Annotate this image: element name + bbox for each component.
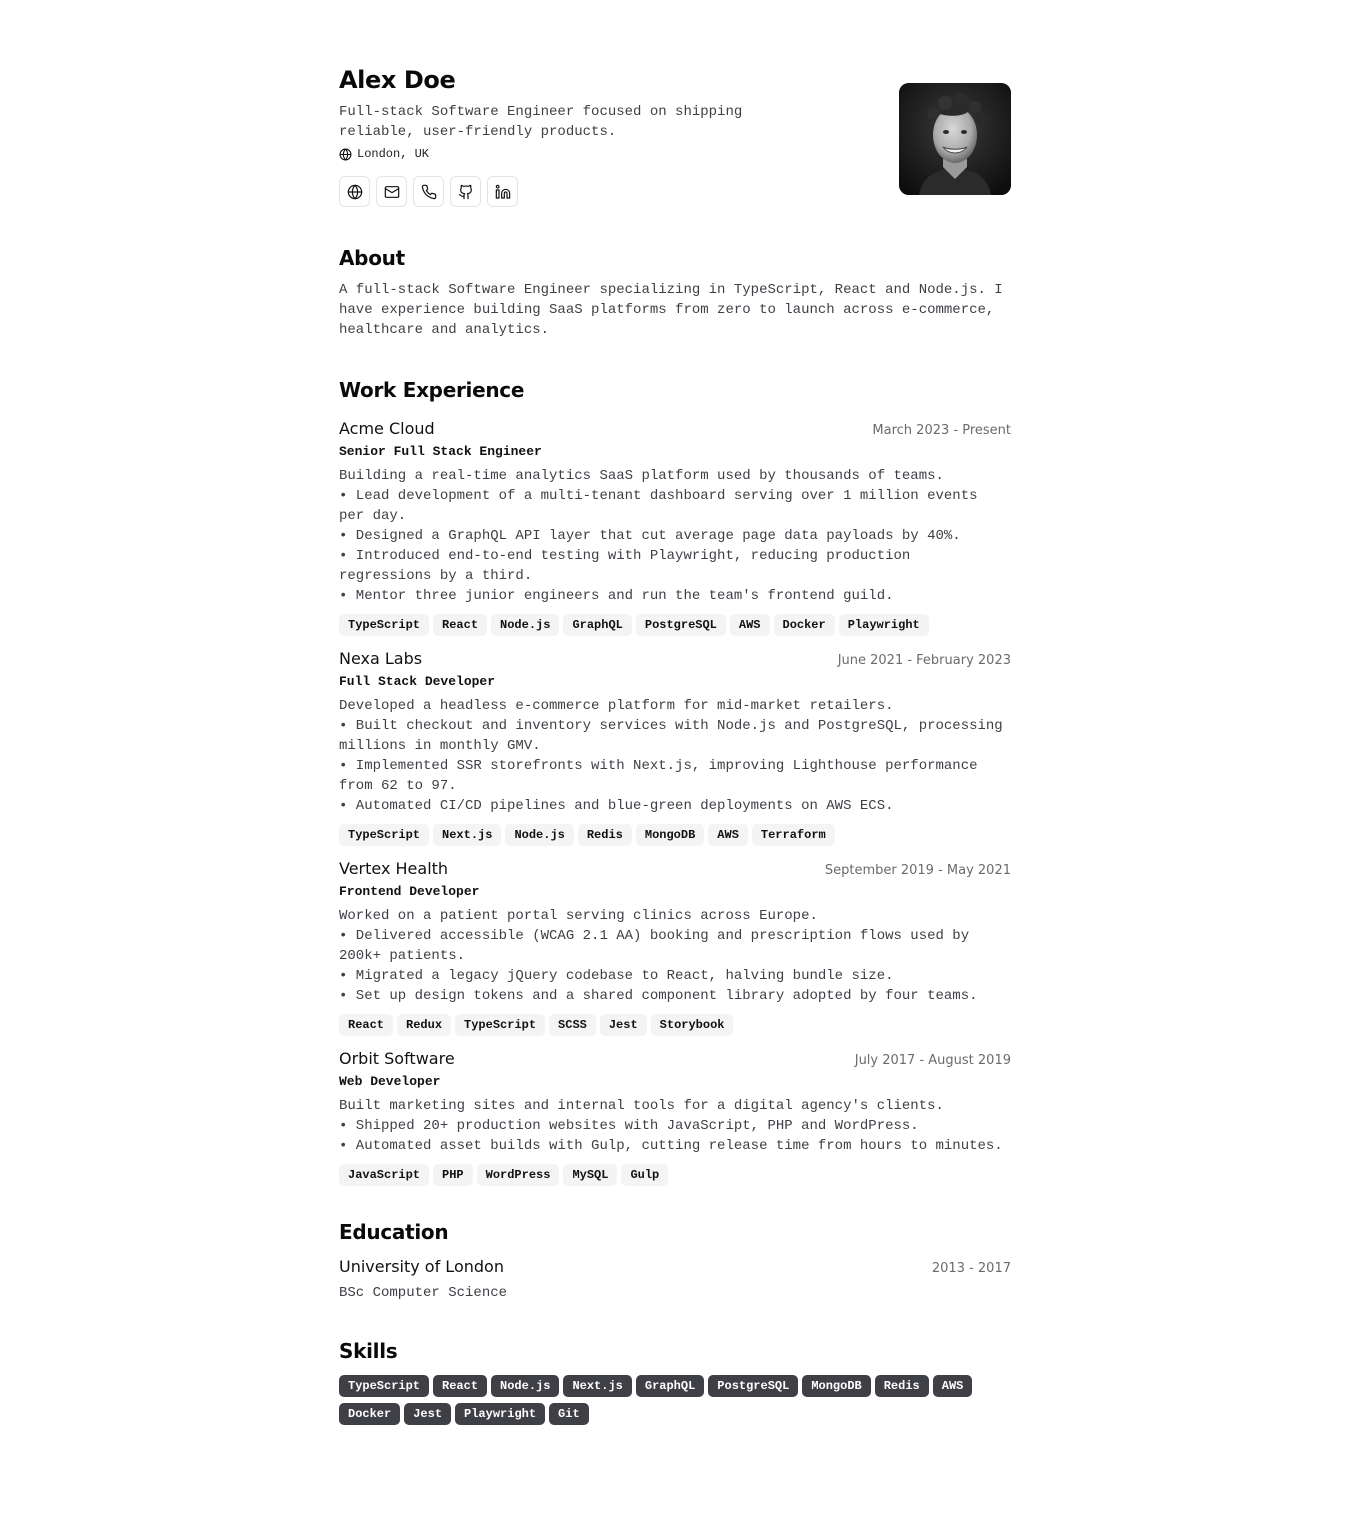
job-description	[339, 466, 1011, 606]
job-description	[339, 1096, 1011, 1156]
job-summary: Worked on a patient portal serving clinics across Europe.	[339, 908, 818, 924]
job-dates: July 2017 - August 2019	[854, 1053, 1011, 1068]
job-bullet: • Shipped 20+ production websites with JavaScript, PHP and WordPress.	[339, 1118, 919, 1134]
tech-tag: Next.js	[433, 824, 501, 846]
job-bullet: • Automated asset builds with Gulp, cutting release time from hours to minutes.	[339, 1138, 1003, 1154]
job-bullet: • Introduced end-to-end testing with Playwright, reducing production regressions by a third.	[339, 548, 911, 584]
job-description	[339, 696, 1011, 816]
person-name: Alex Doe	[339, 66, 456, 94]
company-name: Vertex Health	[339, 859, 449, 878]
job-bullet: • Designed a GraphQL API layer that cut average page data payloads by 40%.	[339, 528, 961, 544]
job-bullet: • Lead development of a multi-tenant dashboard serving over 1 million events per day.	[339, 488, 978, 524]
github-button[interactable]	[450, 176, 481, 207]
job-tech-tags	[339, 1164, 1011, 1186]
about-section	[339, 244, 1011, 340]
job-dates: March 2023 - Present	[872, 423, 1011, 438]
job-entry	[339, 418, 1011, 636]
about-text: A full-stack Software Engineer specializing in TypeScript, React and Node.js. I have experience building SaaS platforms from zero to launch across e-commerce, healthcare and analytics.	[339, 282, 1003, 338]
work-experience-title: Work Experience	[339, 378, 525, 402]
tech-tag: TypeScript	[455, 1014, 545, 1036]
tech-tag: SCSS	[549, 1014, 596, 1036]
company-name: Nexa Labs	[339, 649, 423, 668]
school-name: University of London	[339, 1257, 504, 1276]
skill-badge: MongoDB	[802, 1375, 870, 1397]
work-experience-section	[339, 376, 1011, 1186]
job-dates: September 2019 - May 2021	[824, 863, 1011, 878]
resume	[339, 0, 1011, 1425]
tech-tag: MongoDB	[636, 824, 704, 846]
job-entry	[339, 858, 1011, 1036]
education-section	[339, 1218, 1011, 1303]
skill-badge: Jest	[404, 1403, 451, 1425]
tech-tag: Jest	[600, 1014, 647, 1036]
job-entry	[339, 648, 1011, 846]
tech-tag: Terraform	[752, 824, 835, 846]
skill-badge: AWS	[933, 1375, 973, 1397]
job-dates: June 2021 - February 2023	[837, 653, 1011, 668]
job-description	[339, 906, 1011, 1006]
job-summary: Building a real-time analytics SaaS platform used by thousands of teams.	[339, 468, 944, 484]
github-icon	[458, 184, 474, 200]
skill-badge: TypeScript	[339, 1375, 429, 1397]
job-summary: Built marketing sites and internal tools for a digital agency's clients.	[339, 1098, 944, 1114]
job-bullet: • Automated CI/CD pipelines and blue-green deployments on AWS ECS.	[339, 798, 894, 814]
tech-tag: JavaScript	[339, 1164, 429, 1186]
job-summary: Developed a headless e-commerce platform for mid-market retailers.	[339, 698, 894, 714]
website-button[interactable]	[339, 176, 370, 207]
job-role: Senior Full Stack Engineer	[339, 444, 542, 459]
skill-badge: Git	[549, 1403, 589, 1425]
skill-badge: React	[433, 1375, 487, 1397]
degree: BSc Computer Science	[339, 1285, 508, 1301]
tech-tag: Gulp	[621, 1164, 668, 1186]
job-role: Full Stack Developer	[339, 674, 496, 689]
phone-icon	[421, 184, 437, 200]
tech-tag: WordPress	[477, 1164, 560, 1186]
tech-tag: MySQL	[563, 1164, 617, 1186]
education-dates: 2013 - 2017	[931, 1261, 1011, 1276]
linkedin-button[interactable]	[487, 176, 518, 207]
email-button[interactable]	[376, 176, 407, 207]
company-name: Orbit Software	[339, 1049, 455, 1068]
skill-badge: Next.js	[563, 1375, 631, 1397]
tech-tag: Redis	[578, 824, 632, 846]
company-name: Acme Cloud	[339, 419, 435, 438]
skill-list	[339, 1375, 989, 1425]
tech-tag: Docker	[774, 614, 835, 636]
job-bullet: • Migrated a legacy jQuery codebase to React, halving bundle size.	[339, 968, 894, 984]
mail-icon	[384, 184, 400, 200]
skills-title: Skills	[339, 1339, 398, 1363]
resume-header	[339, 64, 1011, 206]
tagline: Full-stack Software Engineer focused on shipping reliable, user-friendly products.	[339, 104, 743, 140]
avatar-photo	[899, 83, 1011, 195]
tech-tag: TypeScript	[339, 824, 429, 846]
job-bullet: • Mentor three junior engineers and run the team's frontend guild.	[339, 588, 894, 604]
job-bullet: • Implemented SSR storefronts with Next.js, improving Lighthouse performance from 62 to 97.	[339, 758, 978, 794]
tech-tag: GraphQL	[563, 614, 631, 636]
skill-badge: GraphQL	[636, 1375, 704, 1397]
tech-tag: Playwright	[839, 614, 929, 636]
skill-badge: Node.js	[491, 1375, 559, 1397]
job-role: Web Developer	[339, 1074, 441, 1089]
about-title: About	[339, 246, 405, 270]
tech-tag: Storybook	[651, 1014, 734, 1036]
job-bullet: • Set up design tokens and a shared component library adopted by four teams.	[339, 988, 978, 1004]
skills-section	[339, 1337, 1011, 1425]
skill-badge: Redis	[875, 1375, 929, 1397]
tech-tag: Node.js	[491, 614, 559, 636]
job-entry	[339, 1048, 1011, 1186]
skill-badge: Docker	[339, 1403, 400, 1425]
tech-tag: AWS	[708, 824, 748, 846]
linkedin-icon	[495, 184, 511, 200]
tech-tag: React	[339, 1014, 393, 1036]
avatar	[899, 83, 1011, 195]
tech-tag: PostgreSQL	[636, 614, 726, 636]
tech-tag: AWS	[730, 614, 770, 636]
tech-tag: React	[433, 614, 487, 636]
job-tech-tags	[339, 614, 1011, 636]
location-text: London, UK	[357, 147, 430, 161]
tech-tag: PHP	[433, 1164, 473, 1186]
globe-icon	[347, 184, 363, 200]
tech-tag: TypeScript	[339, 614, 429, 636]
job-tech-tags	[339, 824, 1011, 846]
skill-badge: PostgreSQL	[708, 1375, 798, 1397]
education-title: Education	[339, 1220, 449, 1244]
tech-tag: Node.js	[505, 824, 573, 846]
job-bullet: • Delivered accessible (WCAG 2.1 AA) booking and prescription flows used by 200k+ patients.	[339, 928, 970, 964]
tech-tag: Redux	[397, 1014, 451, 1036]
skill-badge: Playwright	[455, 1403, 545, 1425]
job-bullet: • Built checkout and inventory services with Node.js and PostgreSQL, processing millions in monthly GMV.	[339, 718, 1003, 754]
globe-icon	[339, 148, 352, 161]
job-tech-tags	[339, 1014, 1011, 1036]
phone-button[interactable]	[413, 176, 444, 207]
job-role: Frontend Developer	[339, 884, 480, 899]
